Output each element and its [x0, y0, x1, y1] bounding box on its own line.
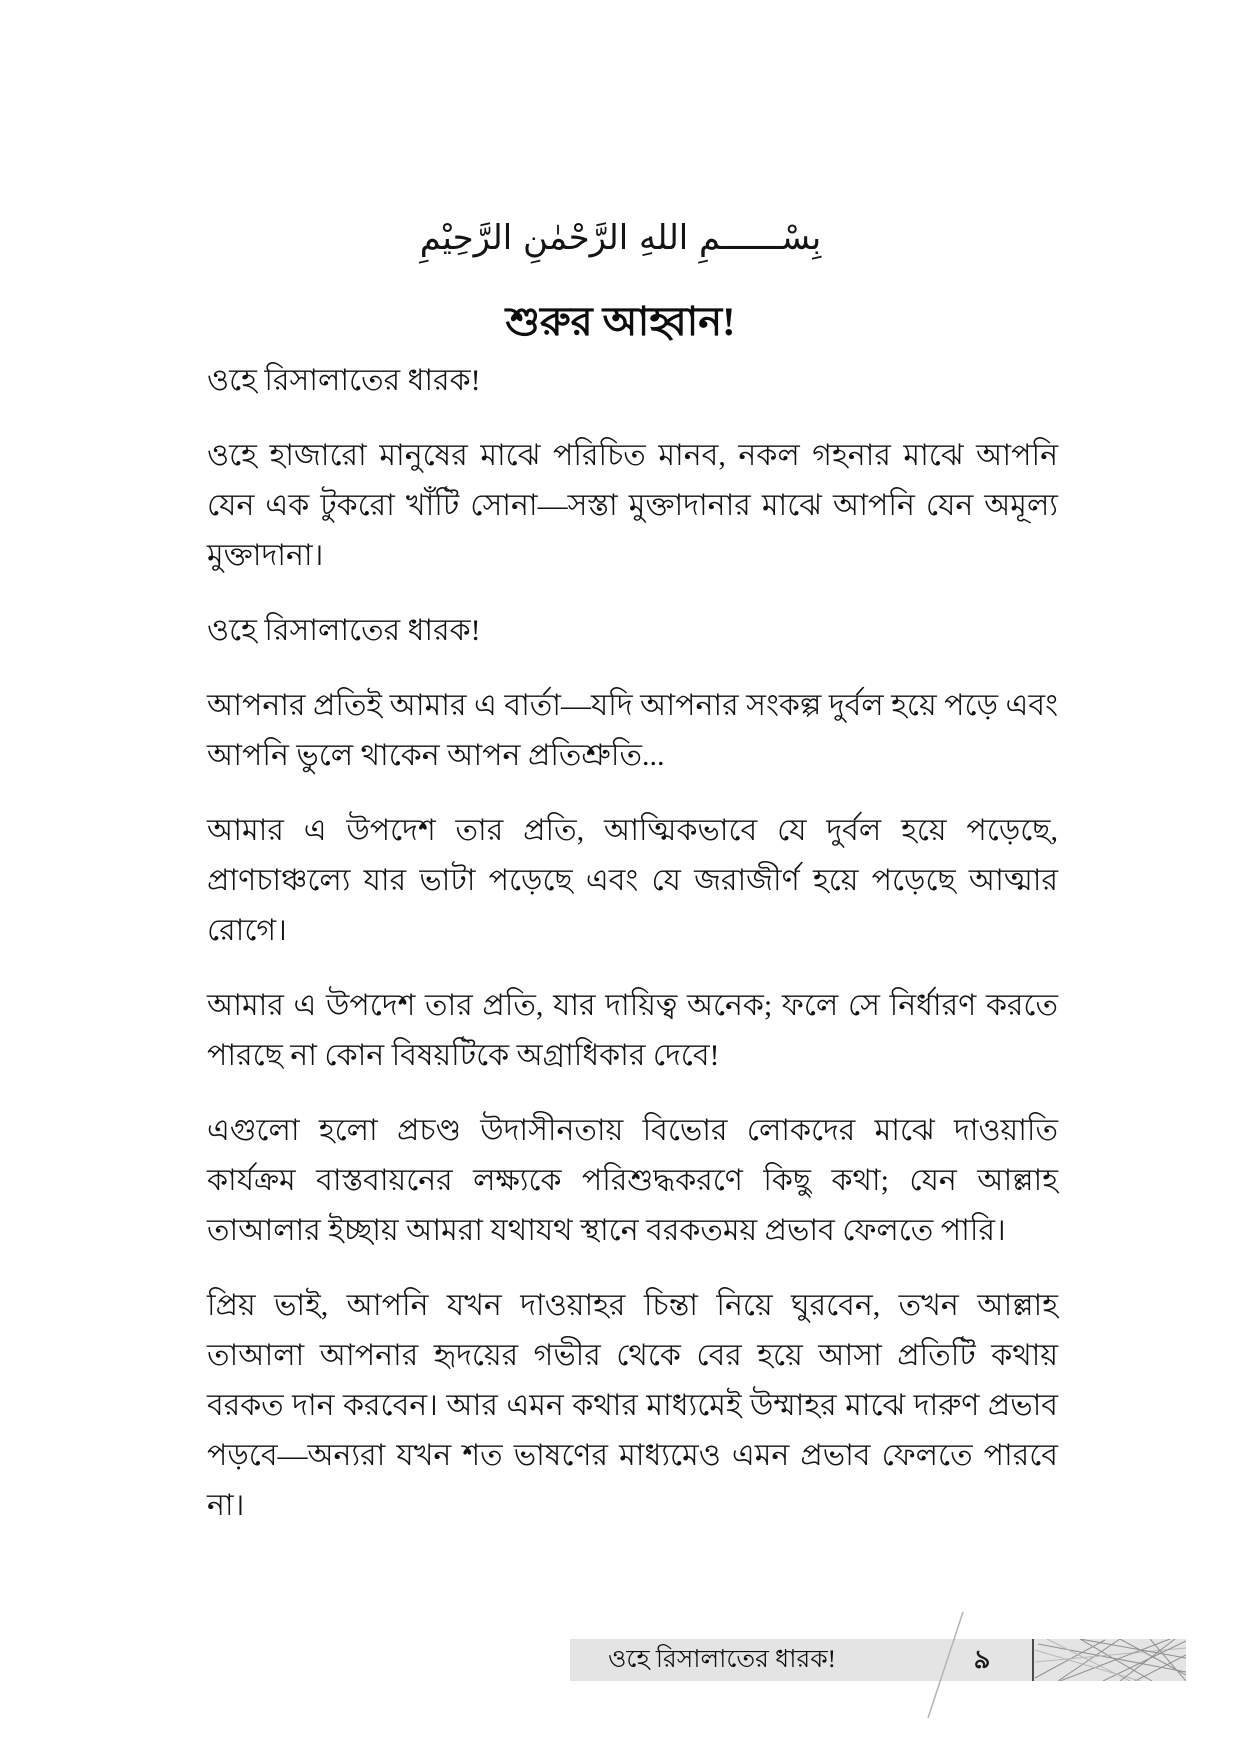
body-text	[207, 356, 1058, 1556]
bismillah-calligraphy: بِسْــــــمِ اللهِ الرَّحْمٰنِ الرَّحِيْمِ	[419, 218, 822, 258]
paragraph: ওহে রিসালাতের ধারক!	[207, 364, 481, 397]
page-number: ৯	[973, 1645, 991, 1674]
paragraph: ওহে রিসালাতের ধারক!	[207, 614, 481, 647]
chapter-title: শুরুর আহ্বান!	[505, 299, 736, 344]
paragraph: এগুলো হলো প্রচণ্ড উদাসীনতায় বিভোর লোকদের মাঝে দাওয়াতি কার্যক্রম বাস্তবায়নের লক্ষ্যকে পরিশুদ্ধকরণে কিছু কথা; যেন আল্লাহ তাআলার ইচ্ছায় আমরা যথাযথ স্থানে বরকতময় প্রভাব ফেলতে পারি।	[207, 1114, 1058, 1247]
paragraph: ওহে হাজারো মানুষের মাঝে পরিচিত মানব, নকল গহনার মাঝে আপনি যেন এক টুকরো খাঁটি সোনা—সস্তা মুক্তাদানার মাঝে আপনি যেন অমূল্য মুক্তাদানা।	[207, 439, 1058, 572]
paragraph: আমার এ উপদেশ তার প্রতি, যার দায়িত্ব অনেক; ফলে সে নির্ধারণ করতে পারছে না কোন বিষয়টিকে অগ্রাধিকার দেবে!	[207, 989, 1058, 1072]
paragraph: আমার এ উপদেশ তার প্রতি, আত্মিকভাবে যে দুর্বল হয়ে পড়েছে, প্রাণচাঞ্চল্যে যার ভাটা পড়েছে এবং যে জরাজীর্ণ হয়ে পড়েছে আত্মার রোগে।	[207, 814, 1058, 947]
paragraph: প্রিয় ভাই, আপনি যখন দাওয়াহর চিন্তা নিয়ে ঘুরবেন, তখন আল্লাহ তাআলা আপনার হৃদয়ের গভীর থেকে বের হয়ে আসা প্রতিটি কথায় বরকত দান করবেন। আর এমন কথার মাধ্যমেই উম্মাহর মাঝে দারুণ প্রভাব পড়বে—অন্যরা যখন শত ভাষণের মাধ্যমেও এমন প্রভাব ফেলতে পারবে না।	[207, 1289, 1058, 1522]
footer-running-title: ওহে রিসালাতের ধারক!	[608, 1646, 837, 1673]
paragraph: আপনার প্রতিই আমার এ বার্তা—যদি আপনার সংকল্প দুর্বল হয়ে পড়ে এবং আপনি ভুলে থাকেন আপন প্রতিশ্রুতি...	[207, 689, 1058, 772]
